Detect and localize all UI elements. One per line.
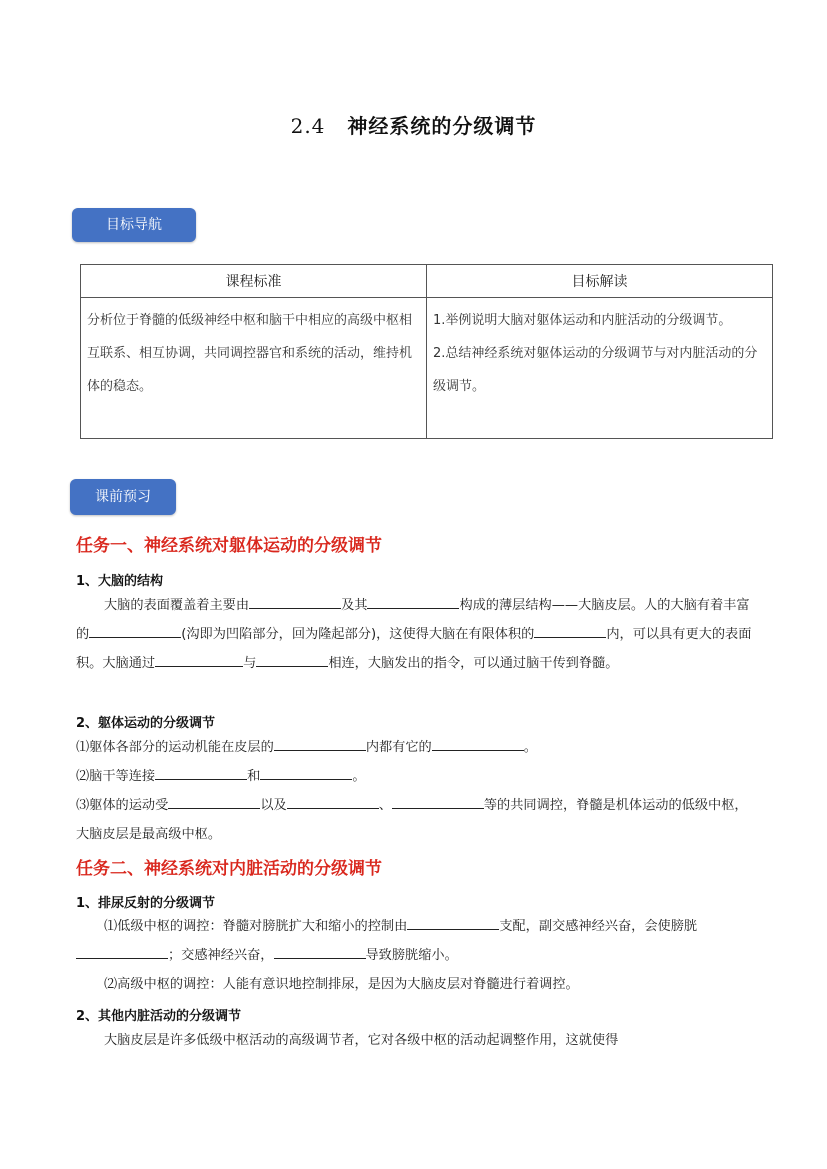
preview-badge: 课前预习 <box>70 479 176 515</box>
somatic-item-1: ⑴躯体各部分的运动机能在皮层的 内都有它的 。 <box>76 733 752 762</box>
fill-blank[interactable] <box>287 794 379 809</box>
urination-item-1: ⑴低级中枢的调控：脊髓对膀胱扩大和缩小的控制由 支配，副交感神经兴奋，会使膀胱；交感神经兴奋， 导致膀胱缩小。 <box>76 912 752 970</box>
table-header-interpretation: 目标解读 <box>427 265 773 298</box>
task1-subtitle-2: 2、躯体运动的分级调节 <box>76 716 216 731</box>
task2-heading: 任务二、神经系统对内脏活动的分级调节 <box>76 859 382 879</box>
goal-navigation-badge: 目标导航 <box>72 208 196 242</box>
fill-blank[interactable] <box>89 623 181 638</box>
fill-blank[interactable] <box>274 944 366 959</box>
course-standard-cell: 分析位于脊髓的低级神经中枢和脑干中相应的高级中枢相互联系、相互协调，共同调控器官和系统的活动，维持机体的稳态。 <box>81 298 427 439</box>
urination-item-2: ⑵高级中枢的调控：人能有意识地控制排尿，是因为大脑皮层对脊髓进行着调控。 <box>104 977 579 992</box>
task2-subtitle-2: 2、其他内脏活动的分级调节 <box>76 1009 242 1024</box>
fill-blank[interactable] <box>256 652 328 667</box>
fill-blank[interactable] <box>76 944 168 959</box>
task1-subtitle-1: 1、大脑的结构 <box>76 574 164 589</box>
fill-blank[interactable] <box>432 736 524 751</box>
fill-blank[interactable] <box>168 794 260 809</box>
brain-structure-paragraph: 大脑的表面覆盖着主要由 及其 构成的薄层结构——大脑皮层。人的大脑有着丰富的 (沟即为凹陷部分，回为隆起部分)，这使得大脑在有限体积的 内，可以具有更大的表面积。大脑通过 与 相连，大脑发出的指令，可以通过脑干传到脊髓。 <box>76 591 752 678</box>
section-number: 2.4 <box>290 114 326 138</box>
fill-blank[interactable] <box>407 915 499 930</box>
fill-blank[interactable] <box>155 652 243 667</box>
interpretation-item-2: 2.总结神经系统对躯体运动的分级调节与对内脏活动的分级调节。 <box>433 346 758 394</box>
fill-blank[interactable] <box>392 794 484 809</box>
fill-blank[interactable] <box>155 765 247 780</box>
task2-subtitle-1: 1、排尿反射的分级调节 <box>76 896 216 911</box>
fill-blank[interactable] <box>249 594 341 609</box>
somatic-item-3: ⑶躯体的运动受 以及 、 等的共同调控，脊髓是机体运动的低级中枢，大脑皮层是最高级中枢。 <box>76 791 752 849</box>
somatic-item-2: ⑵脑干等连接 和 。 <box>76 762 752 791</box>
page-title <box>0 110 827 139</box>
goals-table <box>80 264 773 439</box>
title-text: 神经系统的分级调节 <box>347 114 537 138</box>
fill-blank[interactable] <box>260 765 352 780</box>
interpretation-item-1: 1.举例说明大脑对躯体运动和内脏活动的分级调节。 <box>433 313 732 328</box>
other-visceral-paragraph: 大脑皮层是许多低级中枢活动的高级调节者，它对各级中枢的活动起调整作用，这就使得 <box>104 1033 619 1048</box>
fill-blank[interactable] <box>274 736 366 751</box>
fill-blank[interactable] <box>367 594 459 609</box>
interpretation-cell <box>427 298 773 439</box>
task1-heading: 任务一、神经系统对躯体运动的分级调节 <box>76 536 382 556</box>
fill-blank[interactable] <box>534 623 606 638</box>
table-header-standard: 课程标准 <box>81 265 427 298</box>
